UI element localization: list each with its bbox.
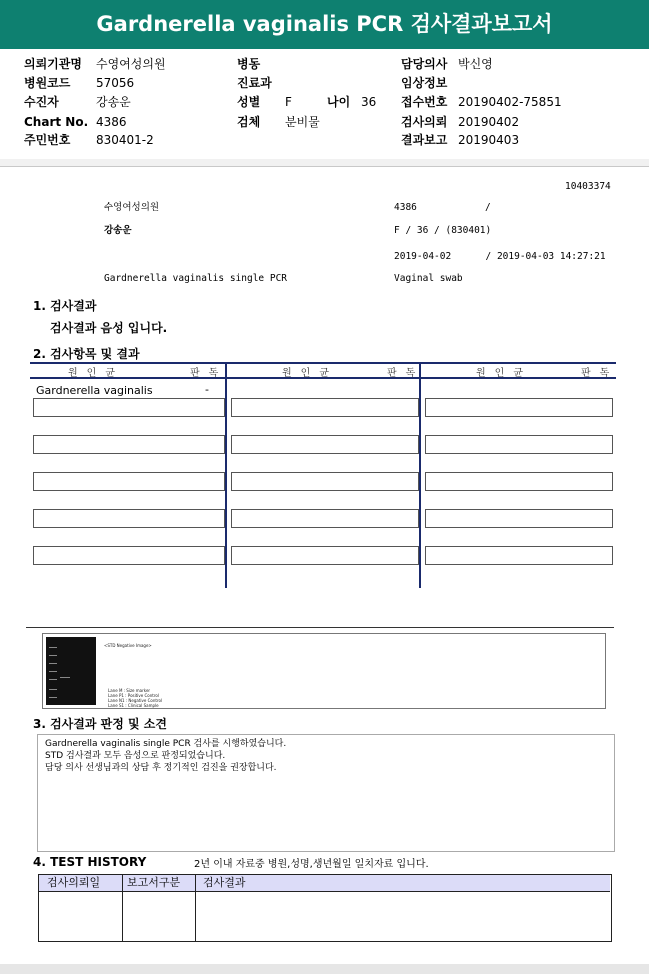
result-box: [425, 398, 613, 417]
gel-legend-3: Lane N1 : Negative Control: [108, 698, 163, 703]
history-col-request-date: 검사의뢰일: [47, 876, 101, 889]
result-box: [33, 509, 225, 528]
history-table: [38, 874, 612, 942]
header-resident-no: 주민번호 830401-2: [24, 133, 154, 147]
result-box: [231, 509, 419, 528]
section4-heading: 4. TEST HISTORY: [33, 855, 147, 869]
bottom-scroll-area: [0, 964, 649, 974]
report-chart: 4386: [394, 202, 417, 213]
col-pathogen-1: 원인균: [68, 368, 124, 379]
header-chart-no: Chart No. 4386: [24, 115, 127, 129]
result-box: [425, 435, 613, 454]
opinion-line-1: Gardnerella vaginalis single PCR 검사를 시행하였습니다.: [45, 739, 287, 749]
header-clinic: 의뢰기관명 수영여성의원: [24, 57, 166, 71]
section3-heading: 3. 검사결과 판정 및 소견: [33, 717, 167, 731]
first-item-result: -: [205, 383, 209, 396]
report-patient: 강송운: [104, 225, 132, 236]
result-box: [33, 398, 225, 417]
result-box: [33, 472, 225, 491]
result-box: [33, 435, 225, 454]
col-pathogen-3: 원인균: [476, 368, 532, 379]
result-box: [33, 546, 225, 565]
report-title: Gardnerella vaginalis PCR 검사결과보고서: [0, 0, 649, 49]
header-sex: 성별 F: [237, 95, 292, 109]
section-divider: [26, 627, 614, 628]
opinion-line-2: STD 검사결과 모두 음성으로 판정되었습니다.: [45, 751, 226, 761]
section1-heading: 1. 검사결과: [33, 299, 97, 313]
header-clinical-info: 임상정보: [401, 76, 448, 90]
history-col-result: 검사결과: [203, 876, 246, 889]
header-department: 진료과: [237, 76, 272, 90]
col-judgement-3: 판독: [581, 368, 619, 379]
history-col-report-type: 보고서구분: [127, 876, 181, 889]
gel-legend-2: Lane P1 : Positive Control: [108, 693, 159, 698]
history-col-sep-2: [195, 874, 196, 941]
report-test-name: Gardnerella vaginalis single PCR: [104, 273, 288, 284]
report-sex-age: F / 36 / (830401): [394, 225, 492, 236]
header-request-date: 검사의뢰 20190402: [401, 115, 520, 129]
gel-caption: <STD Negative Image>: [104, 643, 152, 648]
col-judgement-2: 판독: [387, 368, 425, 379]
col-judgement-1: 판독: [190, 368, 228, 379]
report-chart-separator: /: [485, 202, 491, 213]
section4-note: 2년 이내 자료중 병원,성명,생년월일 일치자료 입니다.: [194, 859, 429, 870]
result-box: [425, 509, 613, 528]
gel-image: [46, 637, 96, 705]
section1-result: 검사결과 음성 입니다.: [50, 321, 168, 335]
table-divider-1: [225, 362, 227, 588]
gel-legend-1: Lane M : Size marker: [108, 688, 151, 693]
header-report-date: 결과보고 20190403: [401, 133, 520, 147]
col-pathogen-2: 원인균: [282, 368, 338, 379]
result-box: [231, 472, 419, 491]
header-specimen: 검체 분비물: [237, 115, 320, 129]
header-age: 나이 36: [327, 95, 377, 109]
header-doctor: 담당의사 박신영: [401, 57, 493, 71]
result-box: [231, 435, 419, 454]
history-col-sep-1: [122, 874, 123, 941]
result-box: [231, 546, 419, 565]
report-code: 10403374: [565, 181, 611, 192]
result-box: [425, 546, 613, 565]
header-hospital-code: 병원코드 57056: [24, 76, 135, 90]
opinion-line-3: 담당 의사 선생님과의 상담 후 정기적인 검진을 권장합니다.: [45, 763, 277, 773]
sheet-gap: [0, 159, 649, 166]
report-clinic: 수영여성의원: [104, 202, 160, 213]
result-box: [425, 472, 613, 491]
header-ward: 병동: [237, 57, 261, 71]
table-divider-2: [419, 362, 421, 588]
header-patient: 수진자 강송운: [24, 95, 131, 109]
gel-legend-4: Lane S1 : Clinical Sample: [108, 703, 159, 708]
first-item-name: Gardnerella vaginalis: [36, 384, 153, 397]
section2-heading: 2. 검사항목 및 결과: [33, 347, 140, 361]
report-dates: 2019-04-02 / 2019-04-03 14:27:21: [394, 251, 606, 262]
result-box: [231, 398, 419, 417]
header-receipt-no: 접수번호 20190402-75851: [401, 95, 562, 109]
report-specimen: Vaginal swab: [394, 273, 463, 284]
